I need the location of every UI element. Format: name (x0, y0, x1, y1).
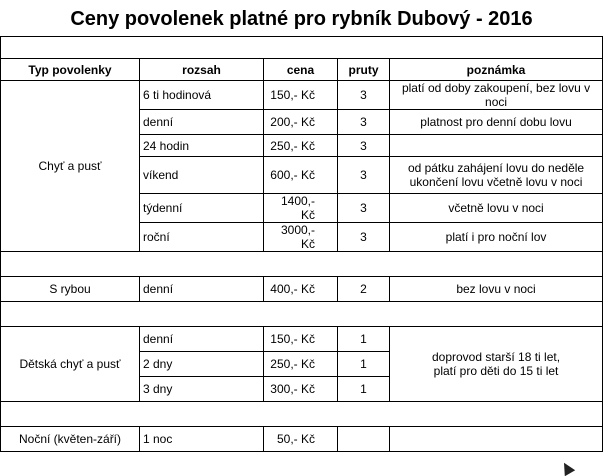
cena-cell: 150,- Kč (264, 327, 338, 352)
poznamka-line: od pátku zahájení lovu do neděle (407, 161, 585, 175)
blank-row (1, 302, 603, 327)
pruty-cell: 1 (338, 352, 390, 377)
rozsah-cell: 24 hodin (140, 135, 264, 157)
cena-cell: 250,- Kč (264, 352, 338, 377)
header-pruty: pruty (338, 59, 390, 81)
cena-cell: 300,- Kč (264, 377, 338, 402)
header-cena: cena (264, 59, 338, 81)
header-row (1, 59, 603, 81)
pruty-cell: 3 (338, 135, 390, 157)
poznamka-cell: platnost pro denní dobu lovu (390, 110, 603, 135)
rozsah-cell: denní (140, 277, 264, 302)
poznamka-cell (390, 135, 603, 157)
rozsah-cell: 1 noc (140, 427, 264, 452)
rozsah-cell: víkend (140, 157, 264, 194)
poznamka-cell: platí od doby zakoupení, bez lovu v noci (390, 81, 603, 110)
rozsah-cell: týdenní (140, 194, 264, 223)
rozsah-cell: 6 ti hodinová (140, 81, 264, 110)
table-row (1, 327, 603, 352)
rozsah-cell: denní (140, 327, 264, 352)
typ-detska: Dětská chyť a pusť (1, 327, 140, 402)
pruty-cell: 3 (338, 81, 390, 110)
header-poznamka: poznámka (390, 59, 603, 81)
poznamka-line: doprovod starší 18 ti let, (431, 350, 561, 364)
cena-cell: 400,- Kč (264, 277, 338, 302)
cena-cell: 150,- Kč (264, 81, 338, 110)
rozsah-cell: denní (140, 110, 264, 135)
blank-row (1, 402, 603, 427)
rozsah-cell: roční (140, 223, 264, 252)
poznamka-cell (390, 157, 603, 194)
typ-rybou: S rybou (1, 277, 140, 302)
poznamka-cell (390, 327, 603, 402)
cena-cell: 50,- Kč (264, 427, 338, 452)
pruty-cell: 3 (338, 157, 390, 194)
rozsah-cell: 2 dny (140, 352, 264, 377)
poznamka-line: platí pro děti do 15 ti let (433, 364, 559, 378)
cena-cell: 3000,- Kč (264, 223, 338, 252)
header-rozsah: rozsah (140, 59, 264, 81)
pruty-cell: 3 (338, 194, 390, 223)
pruty-cell: 1 (338, 327, 390, 352)
cena-cell: 600,- Kč (264, 157, 338, 194)
poznamka-cell: bez lovu v noci (390, 277, 603, 302)
cena-cell: 200,- Kč (264, 110, 338, 135)
table-row (1, 427, 603, 452)
poznamka-line: ukončení lovu včetně lovu v noci (409, 175, 583, 189)
page-title: Ceny povolenek platné pro rybník Dubový - 2016 (70, 8, 533, 30)
poznamka-cell: včetně lovu v noci (390, 194, 603, 223)
pruty-cell: 2 (338, 277, 390, 302)
table-row (1, 277, 603, 302)
rozsah-cell: 3 dny (140, 377, 264, 402)
cena-cell: 250,- Kč (264, 135, 338, 157)
table-row (1, 81, 603, 110)
pruty-cell: 3 (338, 110, 390, 135)
blank-row (1, 252, 603, 277)
pruty-cell: 3 (338, 223, 390, 252)
price-table (0, 36, 603, 452)
header-typ: Typ povolenky (1, 59, 140, 81)
typ-chyt: Chyť a pusť (1, 81, 140, 252)
blank-row (1, 37, 603, 59)
typ-nocni: Noční (květen-září) (1, 427, 140, 452)
poznamka-cell (390, 427, 603, 452)
cena-cell: 1400,- Kč (264, 194, 338, 223)
pruty-cell: 1 (338, 377, 390, 402)
pruty-cell (338, 427, 390, 452)
poznamka-cell: platí i pro noční lov (390, 223, 603, 252)
